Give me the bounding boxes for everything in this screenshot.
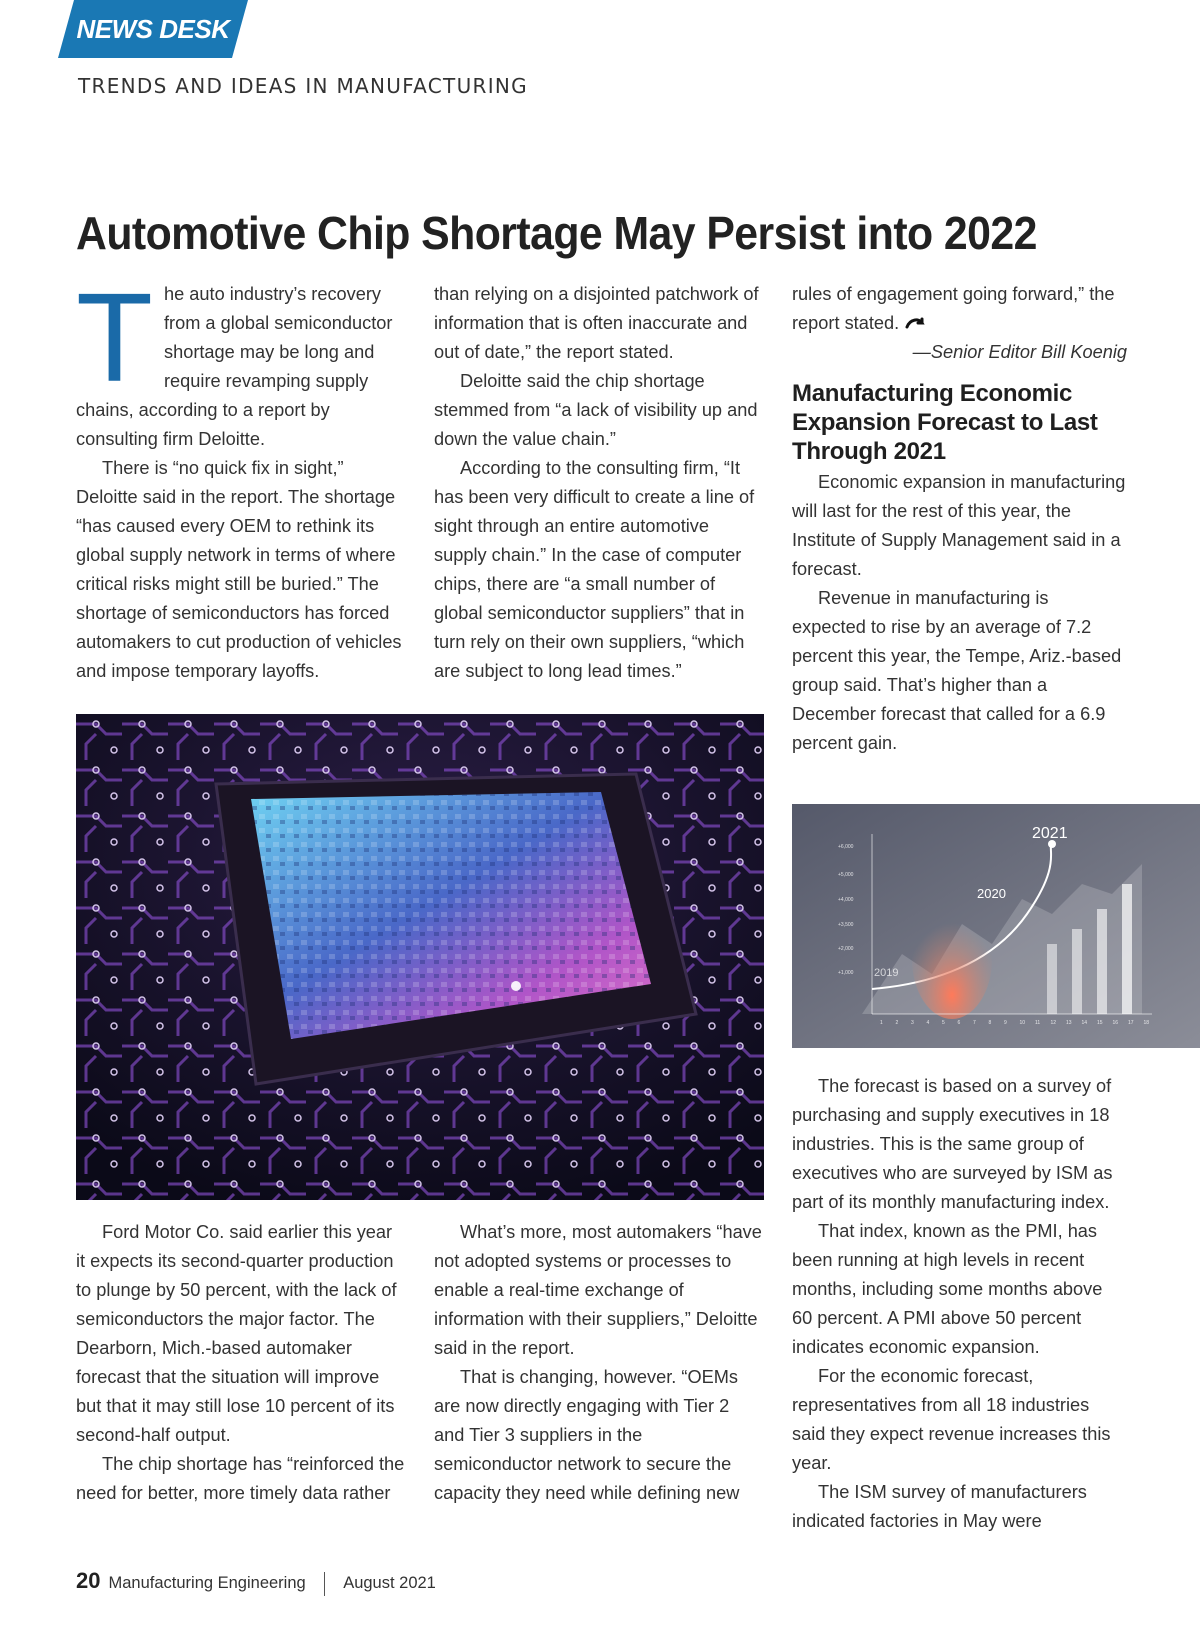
chart-year-2021: 2021 bbox=[1032, 825, 1068, 842]
growth-chart-image bbox=[792, 804, 1200, 1048]
chart-x-tick: 1 bbox=[880, 1020, 883, 1026]
issue-date: August 2021 bbox=[343, 1574, 436, 1592]
chart-x-tick: 5 bbox=[942, 1020, 945, 1026]
body-paragraph: There is “no quick fix in sight,” Deloitte said in the report. The shortage “has caused every OEM to rethink its global supply network in terms of where critical risks might still be buried.” The shortage of semiconductors has forced automakers to cut production of vehicles and impose temporary layoffs. bbox=[76, 458, 402, 681]
byline: —Senior Editor Bill Koenig bbox=[912, 342, 1127, 362]
article-column-2-continued bbox=[434, 1218, 764, 1508]
body-paragraph: than relying on a disjointed patchwork of information that is often inaccurate and out of date,” the report stated. bbox=[434, 284, 759, 362]
chart-y-tick: +6,000 bbox=[838, 844, 854, 850]
body-paragraph: Ford Motor Co. said earlier this year it expects its second-quarter production to plunge by 50 percent, with the lack of semiconductors the major factor. The Dearborn, Mich.-based automaker forecast that the situation will improve but that it may still lose 10 percent of its second-half output. bbox=[76, 1222, 397, 1445]
body-paragraph: What’s more, most automakers “have not adopted systems or processes to enable a real-time exchange of information with their suppliers,” Deloitte said in the report. bbox=[434, 1222, 762, 1358]
body-paragraph: Revenue in manufacturing is expected to rise by an average of 7.2 percent this year, the Tempe, Ariz.-based group said. That’s higher than a December forecast that called for a 6.9 percent gain. bbox=[792, 588, 1122, 753]
page-footer bbox=[76, 1568, 436, 1596]
section-tagline: TRENDS AND IDEAS IN MANUFACTURING bbox=[78, 74, 528, 98]
end-mark-icon bbox=[905, 317, 925, 331]
chart-x-tick: 7 bbox=[973, 1020, 976, 1026]
chart-x-tick: 15 bbox=[1097, 1020, 1103, 1026]
chart-year-2019: 2019 bbox=[874, 967, 899, 979]
body-paragraph: The ISM survey of manufacturers indicated factories in May were bbox=[792, 1482, 1087, 1531]
chart-x-tick: 12 bbox=[1050, 1020, 1057, 1026]
chart-x-tick: 2 bbox=[895, 1020, 899, 1026]
article-column-1 bbox=[76, 267, 406, 686]
chart-x-tick: 6 bbox=[957, 1020, 961, 1026]
article-column-3 bbox=[792, 280, 1127, 758]
semiconductor-chip-image bbox=[76, 714, 764, 1200]
article2-headline: Manufacturing Economic Expansion Forecast to Last Through 2021 bbox=[792, 380, 1098, 465]
chart-y-tick: +5,000 bbox=[838, 872, 854, 878]
chart-x-tick: 14 bbox=[1081, 1020, 1088, 1026]
lead-paragraph-indented bbox=[164, 280, 406, 396]
chart-y-tick: +3,500 bbox=[838, 922, 854, 928]
body-paragraph: That is changing, however. “OEMs are now directly engaging with Tier 2 and Tier 3 suppliers in the semiconductor network to secure the capacity they need while defining new bbox=[434, 1367, 740, 1503]
body-paragraph: For the economic forecast, representatives from all 18 industries said they expect revenue increases this year. bbox=[792, 1366, 1111, 1473]
chart-x-tick: 18 bbox=[1143, 1020, 1150, 1026]
article-column-1-continued bbox=[76, 1218, 406, 1508]
body-paragraph: The chip shortage has “reinforced the need for better, more timely data rather bbox=[76, 1454, 405, 1503]
page-number: 20 bbox=[76, 1568, 101, 1593]
chart-x-tick: 4 bbox=[926, 1020, 930, 1026]
lead-line: require revamping supply bbox=[164, 371, 369, 391]
lead-line: from a global semiconductor bbox=[164, 313, 393, 333]
chart-y-tick: +4,000 bbox=[838, 897, 854, 903]
lead-line: shortage may be long and bbox=[164, 342, 375, 362]
lead-paragraph-rest: chains, according to a report by consulting firm Deloitte. bbox=[76, 400, 330, 449]
article2-column-continued bbox=[792, 1072, 1127, 1536]
body-paragraph: According to the consulting firm, “It has been very difficult to create a line of sight through an entire automotive supply chain.” In the case of computer chips, there are “a small number of global semiconductor suppliers” that in turn rely on their own suppliers, “which are subject to long lead times.” bbox=[434, 458, 755, 681]
chart-x-tick: 10 bbox=[1019, 1020, 1026, 1026]
closing-text: rules of engagement going forward,” the report stated. bbox=[792, 284, 1115, 333]
article-headline: Automotive Chip Shortage May Persist into 2022 bbox=[76, 207, 1037, 259]
body-paragraph: Economic expansion in manufacturing will last for the rest of this year, the Institute of Supply Management said in a forecast. bbox=[792, 472, 1126, 579]
chart-x-tick: 8 bbox=[988, 1020, 992, 1026]
footer-divider bbox=[324, 1572, 326, 1596]
chart-x-tick: 11 bbox=[1035, 1020, 1041, 1026]
chart-y-tick: +1,000 bbox=[838, 970, 854, 976]
lead-line: he auto industry’s recovery bbox=[164, 284, 382, 304]
body-paragraph: Deloitte said the chip shortage stemmed from “a lack of visibility up and down the value chain.” bbox=[434, 371, 758, 449]
chart-y-tick: +2,000 bbox=[838, 946, 854, 952]
body-paragraph: The forecast is based on a survey of purchasing and supply executives in 18 industries. This is the same group of executives who are surveyed by ISM as part of its monthly manufacturing index. bbox=[792, 1076, 1113, 1212]
chart-x-tick: 13 bbox=[1066, 1020, 1072, 1026]
body-paragraph: That index, known as the PMI, has been running at high levels in recent months, including some months above 60 percent. A PMI above 50 percent indicates economic expansion. bbox=[792, 1221, 1103, 1357]
article-column-2 bbox=[434, 280, 764, 686]
drop-cap: T bbox=[76, 267, 153, 408]
chart-year-2020: 2020 bbox=[977, 886, 1006, 901]
chart-x-tick: 16 bbox=[1112, 1020, 1119, 1026]
chart-x-tick: 9 bbox=[1004, 1020, 1007, 1026]
chart-x-tick: 3 bbox=[911, 1020, 914, 1026]
section-badge: NEWS DESK bbox=[76, 14, 230, 44]
publication-name: Manufacturing Engineering bbox=[108, 1574, 306, 1592]
chart-x-tick: 17 bbox=[1128, 1020, 1134, 1026]
body-paragraph bbox=[792, 280, 1127, 338]
